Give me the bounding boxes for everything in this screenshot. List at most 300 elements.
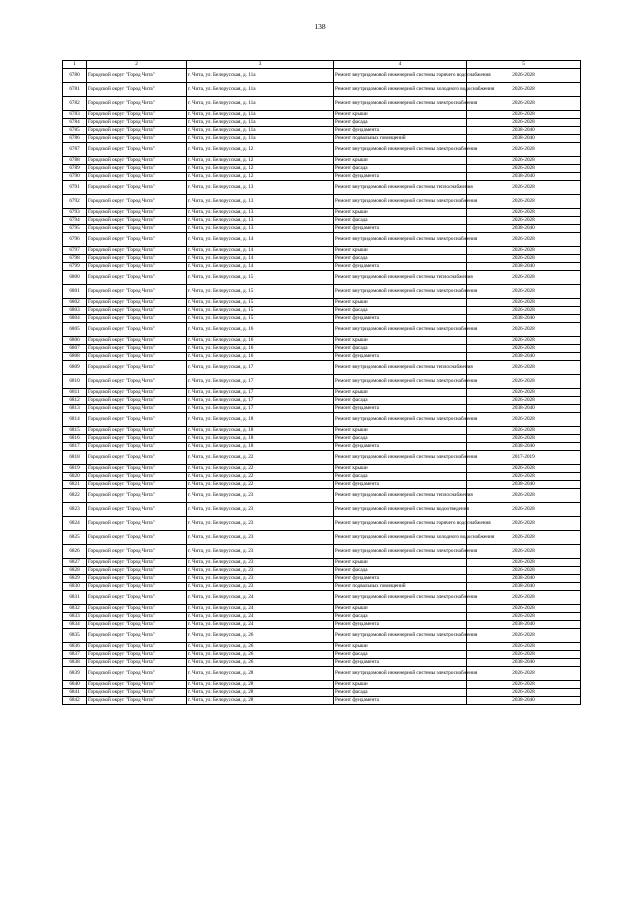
municipality-cell: Городской округ "Город Чита": [87, 195, 187, 209]
work-type-cell: Ремонт фундамента: [334, 697, 467, 705]
row-number-cell: 6839: [63, 667, 87, 681]
work-type-cell: Ремонт внутридомовой инженерной системы горячего водоснабжения: [334, 517, 467, 531]
table-row: [63, 567, 581, 575]
term-cell: 2026-2028: [467, 337, 581, 345]
table-row: [63, 225, 581, 233]
term-cell: 2026-2028: [467, 517, 581, 531]
row-number-cell: 6807: [63, 345, 87, 353]
address-cell: г. Чита, ул. Белорусская, д. 12: [187, 157, 334, 165]
address-cell: г. Чита, ул. Белорусская, д. 28: [187, 689, 334, 697]
work-type-cell: Ремонт внутридомовой инженерной системы теплоснабжения: [334, 489, 467, 503]
table-row: [63, 165, 581, 173]
address-cell: г. Чита, ул. Белорусская, д. 26: [187, 651, 334, 659]
work-type-cell: Ремонт внутридомовой инженерной системы горячего водоснабжения: [334, 69, 467, 83]
address-cell: г. Чита, ул. Белорусская, д. 23: [187, 503, 334, 517]
row-number-cell: 6792: [63, 195, 87, 209]
municipality-cell: Городской округ "Город Чита": [87, 315, 187, 323]
address-cell: г. Чита, ул. Белорусская, д. 15: [187, 271, 334, 285]
table-row: [63, 621, 581, 629]
work-type-cell: Ремонт крыши: [334, 299, 467, 307]
row-number-cell: 6838: [63, 659, 87, 667]
term-cell: 2026-2028: [467, 69, 581, 83]
municipality-cell: Городской округ "Город Чита": [87, 643, 187, 651]
row-number-cell: 6789: [63, 165, 87, 173]
table-row: [63, 575, 581, 583]
address-cell: г. Чита, ул. Белорусская, д. 14: [187, 255, 334, 263]
row-number-cell: 6819: [63, 465, 87, 473]
term-cell: 2026-2028: [467, 567, 581, 575]
municipality-cell: Городской округ "Город Чита": [87, 299, 187, 307]
municipality-cell: Городской округ "Город Чита": [87, 255, 187, 263]
row-number-cell: 6828: [63, 567, 87, 575]
row-number-cell: 6803: [63, 307, 87, 315]
address-cell: г. Чита, ул. Белорусская, д. 22: [187, 451, 334, 465]
work-type-cell: Ремонт крыши: [334, 337, 467, 345]
term-cell: 2038-2040: [467, 697, 581, 705]
municipality-cell: Городской округ "Город Чита": [87, 127, 187, 135]
table-row: [63, 397, 581, 405]
work-type-cell: Ремонт фундамента: [334, 353, 467, 361]
table-row: [63, 263, 581, 271]
work-type-cell: Ремонт фундамента: [334, 659, 467, 667]
work-type-cell: Ремонт внутридомовой инженерной системы теплоснабжения: [334, 181, 467, 195]
term-cell: 2026-2028: [467, 299, 581, 307]
address-cell: г. Чита, ул. Белорусская, д. 28: [187, 667, 334, 681]
municipality-cell: Городской округ "Город Чита": [87, 443, 187, 451]
work-type-cell: Ремонт крыши: [334, 209, 467, 217]
table-row: [63, 531, 581, 545]
municipality-cell: Городской округ "Город Чита": [87, 427, 187, 435]
address-cell: г. Чита, ул. Белорусская, д. 22: [187, 465, 334, 473]
address-cell: г. Чита, ул. Белорусская, д. 22: [187, 481, 334, 489]
row-number-cell: 6785: [63, 127, 87, 135]
term-cell: 2038-2040: [467, 405, 581, 413]
row-number-cell: 6787: [63, 143, 87, 157]
address-cell: г. Чита, ул. Белорусская, д. 11а: [187, 119, 334, 127]
table-row: [63, 135, 581, 143]
table-row: [63, 337, 581, 345]
term-cell: 2038-2040: [467, 315, 581, 323]
address-cell: г. Чита, ул. Белорусская, д. 28: [187, 681, 334, 689]
term-cell: 2026-2028: [467, 119, 581, 127]
row-number-cell: 6797: [63, 247, 87, 255]
table-row: [63, 353, 581, 361]
page-number: 138: [314, 22, 326, 31]
term-cell: 2026-2028: [467, 323, 581, 337]
term-cell: 2038-2040: [467, 173, 581, 181]
address-cell: г. Чита, ул. Белорусская, д. 17: [187, 361, 334, 375]
row-number-cell: 6815: [63, 427, 87, 435]
address-cell: г. Чита, ул. Белорусская, д. 15: [187, 315, 334, 323]
row-number-cell: 6810: [63, 375, 87, 389]
row-number-cell: 6805: [63, 323, 87, 337]
row-number-cell: 6788: [63, 157, 87, 165]
work-type-cell: Ремонт внутридомовой инженерной системы теплоснабжения: [334, 271, 467, 285]
column-header: 1: [63, 61, 87, 69]
address-cell: г. Чита, ул. Белорусская, д. 24: [187, 621, 334, 629]
term-cell: 2026-2028: [467, 629, 581, 643]
table-row: [63, 643, 581, 651]
address-cell: г. Чита, ул. Белорусская, д. 16: [187, 337, 334, 345]
table-row: [63, 69, 581, 83]
row-number-cell: 6786: [63, 135, 87, 143]
municipality-cell: Городской округ "Город Чита": [87, 345, 187, 353]
address-cell: г. Чита, ул. Белорусская, д. 26: [187, 629, 334, 643]
work-type-cell: Ремонт внутридомовой инженерной системы электроснабжения: [334, 285, 467, 299]
municipality-cell: Городской округ "Город Чита": [87, 473, 187, 481]
municipality-cell: Городской округ "Город Чита": [87, 375, 187, 389]
municipality-cell: Городской округ "Город Чита": [87, 165, 187, 173]
row-number-cell: 6826: [63, 545, 87, 559]
address-cell: г. Чита, ул. Белорусская, д. 17: [187, 405, 334, 413]
row-number-cell: 6821: [63, 481, 87, 489]
table-row: [63, 111, 581, 119]
row-number-cell: 6824: [63, 517, 87, 531]
row-number-cell: 6812: [63, 397, 87, 405]
work-type-cell: Ремонт фасада: [334, 473, 467, 481]
term-cell: 2026-2028: [467, 435, 581, 443]
table-row: [63, 517, 581, 531]
table-row: [63, 255, 581, 263]
address-cell: г. Чита, ул. Белорусская, д. 18: [187, 435, 334, 443]
address-cell: г. Чита, ул. Белорусская, д. 23: [187, 545, 334, 559]
table-row: [63, 629, 581, 643]
table-row: [63, 659, 581, 667]
municipality-cell: Городской округ "Город Чита": [87, 621, 187, 629]
address-cell: г. Чита, ул. Белорусская, д. 11а: [187, 97, 334, 111]
address-cell: г. Чита, ул. Белорусская, д. 14: [187, 247, 334, 255]
table-row: [63, 285, 581, 299]
work-type-cell: Ремонт внутридомовой инженерной системы электроснабжения: [334, 143, 467, 157]
work-type-cell: Ремонт фундамента: [334, 173, 467, 181]
address-cell: г. Чита, ул. Белорусская, д. 24: [187, 591, 334, 605]
term-cell: 2026-2028: [467, 667, 581, 681]
municipality-cell: Городской округ "Город Чита": [87, 531, 187, 545]
row-number-cell: 6814: [63, 413, 87, 427]
table-body: [63, 69, 581, 705]
row-number-cell: 6804: [63, 315, 87, 323]
term-cell: 2026-2028: [467, 345, 581, 353]
address-cell: г. Чита, ул. Белорусская, д. 13: [187, 217, 334, 225]
address-cell: г. Чита, ул. Белорусская, д. 16: [187, 353, 334, 361]
term-cell: 2026-2028: [467, 97, 581, 111]
address-cell: г. Чита, ул. Белорусская, д. 26: [187, 659, 334, 667]
municipality-cell: Городской округ "Город Чита": [87, 517, 187, 531]
municipality-cell: Городской округ "Город Чита": [87, 143, 187, 157]
address-cell: г. Чита, ул. Белорусская, д. 13: [187, 195, 334, 209]
table-row: [63, 181, 581, 195]
municipality-cell: Городской округ "Город Чита": [87, 689, 187, 697]
work-type-cell: Ремонт фасада: [334, 119, 467, 127]
term-cell: 2026-2028: [467, 271, 581, 285]
term-cell: 2038-2040: [467, 659, 581, 667]
address-cell: г. Чита, ул. Белорусская, д. 24: [187, 605, 334, 613]
table-row: [63, 427, 581, 435]
municipality-cell: Городской округ "Город Чита": [87, 69, 187, 83]
row-number-cell: 6841: [63, 689, 87, 697]
work-type-cell: Ремонт фундамента: [334, 575, 467, 583]
capital-repair-table: [62, 60, 581, 705]
term-cell: 2038-2040: [467, 135, 581, 143]
address-cell: г. Чита, ул. Белорусская, д. 16: [187, 345, 334, 353]
municipality-cell: Городской округ "Город Чита": [87, 397, 187, 405]
row-number-cell: 6801: [63, 285, 87, 299]
table-row: [63, 465, 581, 473]
table-row: [63, 209, 581, 217]
term-cell: 2026-2028: [467, 489, 581, 503]
municipality-cell: Городской округ "Город Чита": [87, 651, 187, 659]
term-cell: 2026-2028: [467, 111, 581, 119]
municipality-cell: Городской округ "Город Чита": [87, 413, 187, 427]
address-cell: г. Чита, ул. Белорусская, д. 17: [187, 397, 334, 405]
row-number-cell: 6800: [63, 271, 87, 285]
row-number-cell: 6817: [63, 443, 87, 451]
municipality-cell: Городской округ "Город Чита": [87, 629, 187, 643]
work-type-cell: Ремонт фасада: [334, 651, 467, 659]
work-type-cell: Ремонт внутридомовой инженерной системы холодного водоснабжения: [334, 83, 467, 97]
term-cell: 2026-2028: [467, 165, 581, 173]
municipality-cell: Городской округ "Город Чита": [87, 481, 187, 489]
work-type-cell: Ремонт крыши: [334, 465, 467, 473]
row-number-cell: 6833: [63, 613, 87, 621]
municipality-cell: Городской округ "Город Чита": [87, 567, 187, 575]
address-cell: г. Чита, ул. Белорусская, д. 26: [187, 643, 334, 651]
row-number-cell: 6836: [63, 643, 87, 651]
table-row: [63, 143, 581, 157]
address-cell: г. Чита, ул. Белорусская, д. 17: [187, 389, 334, 397]
row-number-cell: 6825: [63, 531, 87, 545]
table-row: [63, 361, 581, 375]
table-row: [63, 667, 581, 681]
table-row: [63, 473, 581, 481]
term-cell: 2026-2028: [467, 473, 581, 481]
table-row: [63, 307, 581, 315]
term-cell: 2038-2040: [467, 225, 581, 233]
term-cell: 2026-2028: [467, 195, 581, 209]
work-type-cell: Ремонт крыши: [334, 111, 467, 119]
table-row: [63, 233, 581, 247]
table-row: [63, 605, 581, 613]
municipality-cell: Городской округ "Город Чита": [87, 209, 187, 217]
municipality-cell: Городской округ "Город Чита": [87, 337, 187, 345]
address-cell: г. Чита, ул. Белорусская, д. 24: [187, 613, 334, 621]
table-row: [63, 613, 581, 621]
term-cell: 2038-2040: [467, 263, 581, 271]
term-cell: 2038-2040: [467, 353, 581, 361]
municipality-cell: Городской округ "Город Чита": [87, 157, 187, 165]
municipality-cell: Городской округ "Город Чита": [87, 217, 187, 225]
work-type-cell: Ремонт фундамента: [334, 315, 467, 323]
address-cell: г. Чита, ул. Белорусская, д. 15: [187, 285, 334, 299]
term-cell: 2026-2028: [467, 217, 581, 225]
row-number-cell: 6802: [63, 299, 87, 307]
address-cell: г. Чита, ул. Белорусская, д. 23: [187, 517, 334, 531]
row-number-cell: 6835: [63, 629, 87, 643]
municipality-cell: Городской округ "Город Чита": [87, 323, 187, 337]
term-cell: 2026-2028: [467, 643, 581, 651]
work-type-cell: Ремонт подвальных помещений: [334, 135, 467, 143]
term-cell: 2026-2028: [467, 307, 581, 315]
work-type-cell: Ремонт фундамента: [334, 443, 467, 451]
term-cell: 2026-2028: [467, 465, 581, 473]
work-type-cell: Ремонт крыши: [334, 643, 467, 651]
municipality-cell: Городской округ "Город Чита": [87, 307, 187, 315]
table-row: [63, 97, 581, 111]
address-cell: г. Чита, ул. Белорусская, д. 15: [187, 307, 334, 315]
table-row: [63, 157, 581, 165]
term-cell: 2026-2028: [467, 361, 581, 375]
term-cell: 2026-2028: [467, 233, 581, 247]
municipality-cell: Городской округ "Город Чита": [87, 83, 187, 97]
work-type-cell: Ремонт фундамента: [334, 621, 467, 629]
address-cell: г. Чита, ул. Белорусская, д. 23: [187, 531, 334, 545]
municipality-cell: Городской округ "Город Чита": [87, 451, 187, 465]
work-type-cell: Ремонт фасада: [334, 165, 467, 173]
table-row: [63, 323, 581, 337]
address-cell: г. Чита, ул. Белорусская, д. 14: [187, 263, 334, 271]
table-row: [63, 405, 581, 413]
work-type-cell: Ремонт внутридомовой инженерной системы холодного водоснабжения: [334, 531, 467, 545]
work-type-cell: Ремонт внутридомовой инженерной системы электроснабжения: [334, 451, 467, 465]
term-cell: 2038-2040: [467, 127, 581, 135]
work-type-cell: Ремонт фасада: [334, 307, 467, 315]
work-type-cell: Ремонт фундамента: [334, 263, 467, 271]
row-number-cell: 6840: [63, 681, 87, 689]
term-cell: 2017-2019: [467, 451, 581, 465]
row-number-cell: 6823: [63, 503, 87, 517]
row-number-cell: 6796: [63, 233, 87, 247]
address-cell: г. Чита, ул. Белорусская, д. 11а: [187, 83, 334, 97]
row-number-cell: 6837: [63, 651, 87, 659]
row-number-cell: 6820: [63, 473, 87, 481]
work-type-cell: Ремонт фасада: [334, 613, 467, 621]
row-number-cell: 6811: [63, 389, 87, 397]
work-type-cell: Ремонт фасада: [334, 345, 467, 353]
address-cell: г. Чита, ул. Белорусская, д. 12: [187, 165, 334, 173]
row-number-cell: 6818: [63, 451, 87, 465]
municipality-cell: Городской округ "Город Чита": [87, 489, 187, 503]
term-cell: 2026-2028: [467, 545, 581, 559]
municipality-cell: Городской округ "Город Чита": [87, 613, 187, 621]
term-cell: 2026-2028: [467, 157, 581, 165]
municipality-cell: Городской округ "Город Чита": [87, 575, 187, 583]
municipality-cell: Городской округ "Город Чита": [87, 361, 187, 375]
municipality-cell: Городской округ "Город Чита": [87, 271, 187, 285]
work-type-cell: Ремонт фундамента: [334, 405, 467, 413]
row-number-cell: 6793: [63, 209, 87, 217]
work-type-cell: Ремонт внутридомовой инженерной системы электроснабжения: [334, 97, 467, 111]
row-number-cell: 6780: [63, 69, 87, 83]
work-type-cell: Ремонт внутридомовой инженерной системы электроснабжения: [334, 375, 467, 389]
table-row: [63, 545, 581, 559]
work-type-cell: Ремонт крыши: [334, 427, 467, 435]
table-row: [63, 435, 581, 443]
work-type-cell: Ремонт внутридомовой инженерной системы электроснабжения: [334, 323, 467, 337]
term-cell: 2026-2028: [467, 605, 581, 613]
term-cell: 2026-2028: [467, 681, 581, 689]
work-type-cell: Ремонт фундамента: [334, 225, 467, 233]
municipality-cell: Городской округ "Город Чита": [87, 353, 187, 361]
address-cell: г. Чита, ул. Белорусская, д. 17: [187, 375, 334, 389]
table-row: [63, 413, 581, 427]
term-cell: 2038-2040: [467, 481, 581, 489]
address-cell: г. Чита, ул. Белорусская, д. 11а: [187, 69, 334, 83]
row-number-cell: 6799: [63, 263, 87, 271]
municipality-cell: Городской округ "Город Чита": [87, 173, 187, 181]
address-cell: г. Чита, ул. Белорусская, д. 15: [187, 299, 334, 307]
address-cell: г. Чита, ул. Белорусская, д. 23: [187, 489, 334, 503]
address-cell: г. Чита, ул. Белорусская, д. 28: [187, 697, 334, 705]
row-number-cell: 6809: [63, 361, 87, 375]
municipality-cell: Городской округ "Город Чита": [87, 659, 187, 667]
row-number-cell: 6842: [63, 697, 87, 705]
column-header: 3: [187, 61, 334, 69]
municipality-cell: Городской округ "Город Чита": [87, 233, 187, 247]
municipality-cell: Городской округ "Город Чита": [87, 465, 187, 473]
table-row: [63, 689, 581, 697]
term-cell: 2026-2028: [467, 689, 581, 697]
term-cell: 2026-2028: [467, 591, 581, 605]
table-row: [63, 697, 581, 705]
municipality-cell: Городской округ "Город Чита": [87, 503, 187, 517]
term-cell: 2026-2028: [467, 285, 581, 299]
term-cell: 2026-2028: [467, 559, 581, 567]
municipality-cell: Городской округ "Город Чита": [87, 247, 187, 255]
address-cell: г. Чита, ул. Белорусская, д. 11а: [187, 135, 334, 143]
table-row: [63, 299, 581, 307]
municipality-cell: Городской округ "Город Чита": [87, 119, 187, 127]
address-cell: г. Чита, ул. Белорусская, д. 11а: [187, 127, 334, 135]
table-row: [63, 375, 581, 389]
table-row: [63, 217, 581, 225]
term-cell: 2026-2028: [467, 531, 581, 545]
work-type-cell: Ремонт внутридомовой инженерной системы теплоснабжения: [334, 361, 467, 375]
municipality-cell: Городской округ "Город Чита": [87, 389, 187, 397]
table-row: [63, 443, 581, 451]
row-number-cell: 6822: [63, 489, 87, 503]
row-number-cell: 6794: [63, 217, 87, 225]
municipality-cell: Городской округ "Город Чита": [87, 697, 187, 705]
work-type-cell: Ремонт крыши: [334, 559, 467, 567]
table-row: [63, 127, 581, 135]
term-cell: 2026-2028: [467, 413, 581, 427]
term-cell: 2026-2028: [467, 389, 581, 397]
work-type-cell: Ремонт фасада: [334, 435, 467, 443]
row-number-cell: 6813: [63, 405, 87, 413]
table-row: [63, 345, 581, 353]
table-row: [63, 651, 581, 659]
term-cell: 2026-2028: [467, 247, 581, 255]
work-type-cell: Ремонт внутридомовой инженерной системы электроснабжения: [334, 667, 467, 681]
work-type-cell: Ремонт внутридомовой инженерной системы водоотведения: [334, 503, 467, 517]
term-cell: 2026-2028: [467, 613, 581, 621]
row-number-cell: 6834: [63, 621, 87, 629]
term-cell: 2038-2040: [467, 575, 581, 583]
table-header-row: [63, 61, 581, 69]
table-row: [63, 481, 581, 489]
row-number-cell: 6816: [63, 435, 87, 443]
row-number-cell: 6831: [63, 591, 87, 605]
address-cell: г. Чита, ул. Белорусская, д. 18: [187, 443, 334, 451]
term-cell: 2026-2028: [467, 209, 581, 217]
row-number-cell: 6829: [63, 575, 87, 583]
work-type-cell: Ремонт внутридомовой инженерной системы электроснабжения: [334, 413, 467, 427]
work-type-cell: Ремонт крыши: [334, 247, 467, 255]
address-cell: г. Чита, ул. Белорусская, д. 13: [187, 209, 334, 217]
column-header: 5: [467, 61, 581, 69]
table-row: [63, 83, 581, 97]
work-type-cell: Ремонт фасада: [334, 397, 467, 405]
